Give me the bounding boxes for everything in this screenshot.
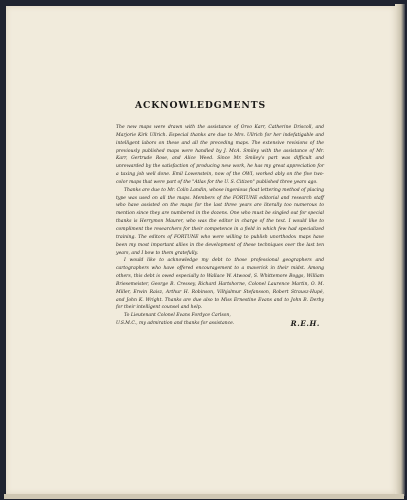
closing-row — [116, 312, 324, 328]
closing-paragraph: To Lieutenant Colonel Evans Fordyce Carlson, U.S.M.C., my admiration and thanks for assistance. — [116, 313, 235, 327]
paragraph-3: I would like to acknowledge my debt to those professional geographers and cartographers who have offered encouragement to a maverick in their midst. Among others, this debt is owed especially to Wallace W. Atwood, S. Whittemore Boggs, William Briesemeister, George B. Cressey, Richard Hartshorne, Colonel Laurence Martin, O. M. Miller, Erwin Raisz, Arthur H. Robinson, Vilhjalmur Stefansson, Robert Strausz-Hupé, and John K. Wright. Thanks are due also to Miss Ernestine Evans and to John B. Derby for their intelligent counsel and help. — [116, 258, 324, 311]
paragraph-2: Thanks are due to Mr. Colin Landin, whose ingenious float lettering method of placing type was used on all the maps. Members of the FORTUNE editorial and research staff who have assisted on the maps for the last three years are literally too numerous to mention since they are numbered in the dozens. One who must be singled out for special thanks is Herrymon Maurer, who was the editor in charge of the text. I would like to compliment the researchers for their competence in a field in which few had specialized training. The editors of FORTUNE who were willing to publish unorthodox maps have been my most important allies in the development of these techniques over the last ten years, and I bow to them gratefully. — [116, 187, 324, 256]
page-heading: ACKNOWLEDGMENTS — [135, 100, 266, 111]
page-right-edge — [395, 4, 405, 496]
author-initials: R.E.H. — [290, 319, 320, 329]
document-page — [6, 6, 395, 494]
page-bottom-edge — [4, 494, 404, 499]
paragraph-1: The new maps were drawn with the assistance of Orvo Karr, Catherine Driscoll, and Marjorie Kirk Ullrich. Especial thanks are due to Mrs. Ullrich for her indefatigable and intelligent labors on these and all the preceding maps. The extensive revisions of the previously published maps were handled by J. McA. Smiley with the assistance of Mr. Karr, Gertrude Rose, and Alice Weed. Since Mr. Smiley's part was difficult and unrewarded by the satisfaction of producing new work, he has my great appreciation for a taxing job well done. Emil Lowenstein, now of the OWI, worked ably on the five two-color maps that were part of the "Atlas for the U. S. Citizen" published three years ago. — [116, 125, 324, 185]
acknowledgments-body — [116, 124, 324, 328]
